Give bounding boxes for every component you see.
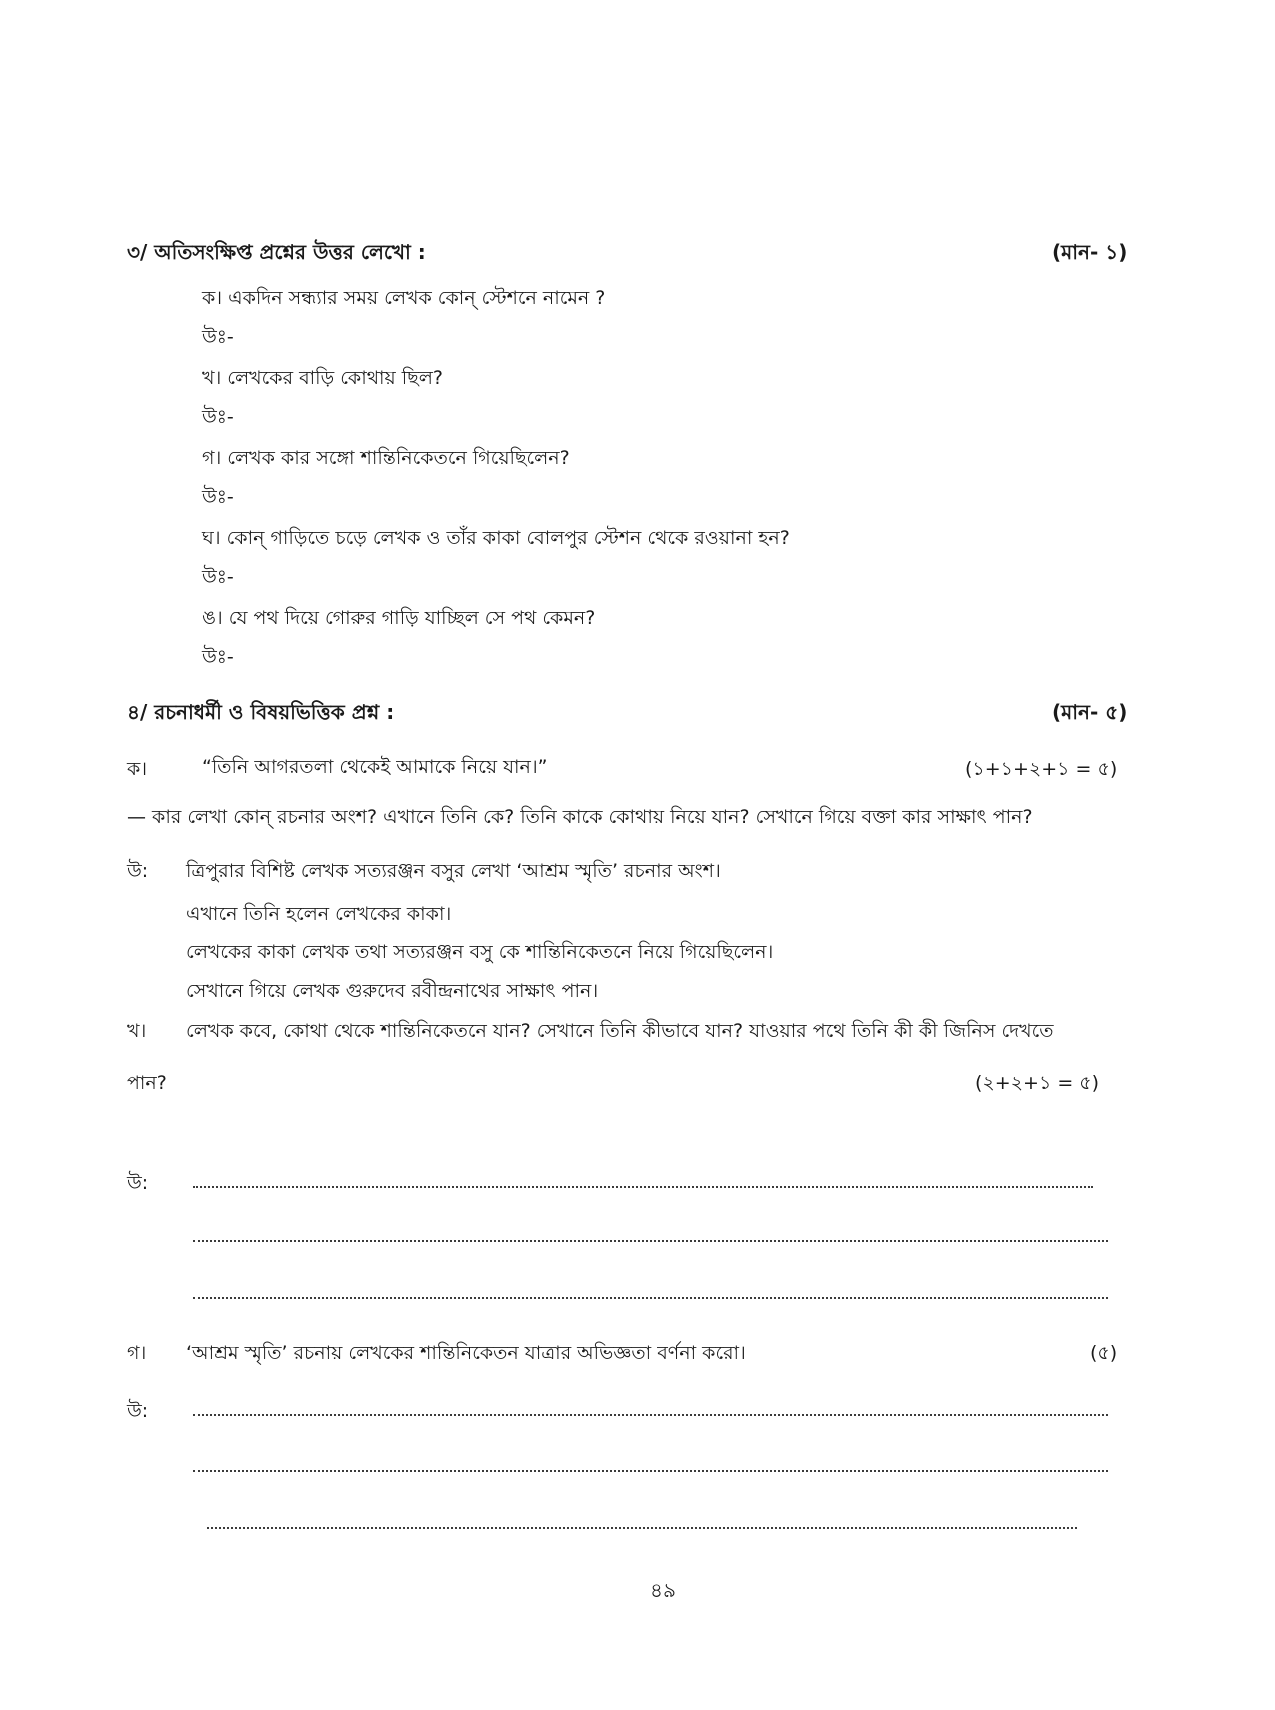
section4-marks: (মান- ৫) (1052, 700, 1128, 724)
section3-question-ga: গ। লেখক কার সঙ্গো শান্তিনিকেতনে গিয়েছিলেন? (202, 447, 570, 469)
question-ga-marks: (৫) (1090, 1342, 1118, 1364)
section3-question-uma: ঙ। যে পথ দিয়ে গোরুর গাড়ি যাচ্ছিল সে পথ কেমন? (202, 607, 596, 629)
question-ka-answer-line: লেখকের কাকা লেখক তথা সত্যরঞ্জন বসু কে শান্তিনিকেতনে নিয়ে গিয়েছিলেন। (186, 941, 774, 963)
section3-question-kha: খ। লেখকের বাড়ি কোথায় ছিল? (202, 367, 443, 389)
question-ga-text: ‘আশ্রম স্মৃতি’ রচনায় লেখকের শান্তিনিকেতন যাত্রার অভিজ্ঞতা বর্ণনা করো। (186, 1342, 746, 1364)
section4-heading: ৪/ রচনাধর্মী ও বিষয়ভিত্তিক প্রশ্ন : (127, 700, 395, 724)
question-ka-answer-line: এখানে তিনি হলেন লেখকের কাকা। (186, 903, 452, 925)
question-kha-answer-label: উ: (127, 1172, 149, 1194)
question-kha-text: লেখক কবে, কোথা থেকে শান্তিনিকেতনে যান? সেখানে তিনি কীভাবে যান? যাওয়ার পথে তিনি কী কী জিনিস দেখতে (186, 1020, 1054, 1042)
question-ka-answer-label: উ: (127, 860, 149, 882)
answer-blank-line[interactable] (193, 1414, 1108, 1416)
section3-question-gha: ঘ। কোন্ গাড়িতে চড়ে লেখক ও তাঁর কাকা বোলপুর স্টেশন থেকে রওয়ানা হন? (202, 527, 790, 549)
question-kha-label: খ। (127, 1020, 147, 1042)
answer-blank-line[interactable] (193, 1470, 1108, 1472)
section3-marks: (মান- ১) (1052, 240, 1128, 264)
section3-question-ka: ক। একদিন সন্ধ্যার সময় লেখক কোন্ স্টেশনে নামেন ? (202, 287, 606, 309)
answer-blank-line[interactable] (193, 1186, 1093, 1188)
section3-heading: ৩/ অতিসংক্ষিপ্ত প্রশ্নের উত্তর লেখো : (127, 240, 426, 264)
answer-blank-line[interactable] (207, 1527, 1077, 1529)
question-ga-label: গ। (127, 1342, 147, 1364)
question-ka-prompt: — কার লেখা কোন্ রচনার অংশ? এখানে তিনি কে? তিনি কাকে কোথায় নিয়ে যান? সেখানে গিয়ে বক্তা কার সাক্ষাৎ পান? (127, 806, 1033, 828)
section3-answer-label-ka: উঃ- (202, 326, 234, 348)
question-kha-marks: (২+২+১ = ৫) (975, 1072, 1100, 1094)
section3-answer-label-gha: উঃ- (202, 566, 234, 588)
section3-answer-label-uma: উঃ- (202, 646, 234, 668)
question-ga-answer-label: উ: (127, 1400, 149, 1422)
question-ka-label: ক। (127, 758, 148, 780)
question-ka-quote: “তিনি আগরতলা থেকেই আমাকে নিয়ে যান।” (202, 756, 548, 778)
question-kha-text-cont: পান? (127, 1072, 167, 1094)
question-ka-marks: (১+১+২+১ = ৫) (965, 758, 1118, 780)
section3-answer-label-kha: উঃ- (202, 406, 234, 428)
answer-blank-line[interactable] (193, 1297, 1108, 1299)
page-number: ৪৯ (650, 1578, 676, 1602)
question-ka-answer-line: ত্রিপুরার বিশিষ্ট লেখক সত্যরঞ্জন বসুর লেখা ‘আশ্রম স্মৃতি’ রচনার অংশ। (186, 860, 721, 882)
question-ka-answer-line: সেখানে গিয়ে লেখক গুরুদেব রবীন্দ্রনাথের সাক্ষাৎ পান। (186, 980, 599, 1002)
answer-blank-line[interactable] (193, 1240, 1108, 1242)
section3-answer-label-ga: উঃ- (202, 486, 234, 508)
